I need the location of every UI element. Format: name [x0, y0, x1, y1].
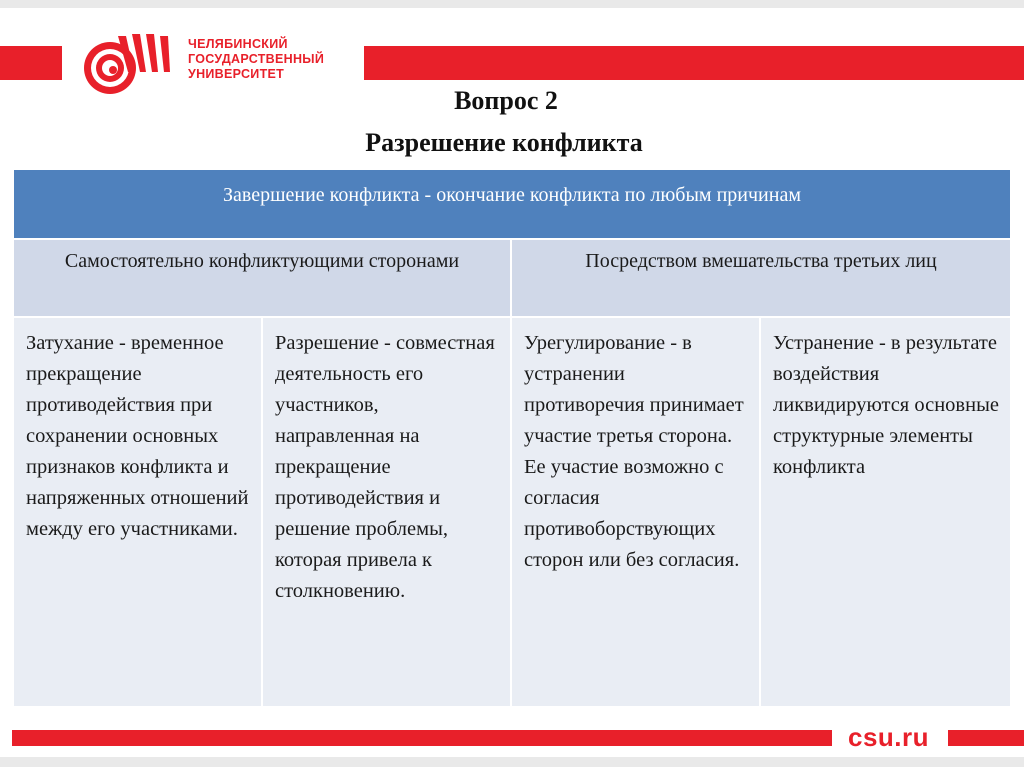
- slide-top-border: [0, 0, 1024, 8]
- slide-title: Разрешение конфликта: [365, 128, 643, 157]
- cell-resolution: Разрешение - совместная деятельность его участников, направленная на прекращение противодействия и решение проблемы, которая привела к столкновению.: [263, 318, 510, 706]
- conflict-resolution-table: [14, 170, 1010, 706]
- footer-red-stripe: [12, 730, 832, 746]
- table-header-row: [14, 170, 1010, 238]
- cell-fading: Затухание - временное прекращение противодействия при сохранении основных признаков конфликта и напряженных отношений между его участниками.: [14, 318, 261, 706]
- site-link[interactable]: csu.ru: [848, 722, 930, 752]
- university-name-line-3: УНИВЕРСИТЕТ: [188, 67, 285, 81]
- slide-bottom-border: [0, 757, 1024, 767]
- university-name-line-2: ГОСУДАРСТВЕННЫЙ: [188, 52, 325, 66]
- header-red-stripe-left: [0, 46, 62, 80]
- university-logo-icon: [80, 32, 182, 96]
- group-cell-self: Самостоятельно конфликтующими сторонами: [14, 240, 510, 316]
- header-red-stripe: [364, 46, 1024, 80]
- question-number: Вопрос 2: [454, 86, 558, 115]
- footer-red-stripe-right: [948, 730, 1024, 746]
- university-name: [188, 37, 324, 82]
- group-cell-third-party: Посредством вмешательства третьих лиц: [512, 240, 1010, 316]
- table-body-row: [14, 318, 1010, 706]
- university-name-line-1: ЧЕЛЯБИНСКИЙ: [188, 37, 288, 51]
- table-group-row: [14, 240, 1010, 316]
- table-header-text: Завершение конфликта - окончание конфликта по любым причинам: [223, 184, 801, 206]
- cell-settlement: Урегулирование - в устранении противоречия принимает участие третья сторона. Ее участие возможно с согласия противоборствующих сторон или без согласия.: [512, 318, 759, 706]
- cell-elimination: Устранение - в результате воздействия ликвидируются основные структурные элементы конфликта: [761, 318, 1010, 706]
